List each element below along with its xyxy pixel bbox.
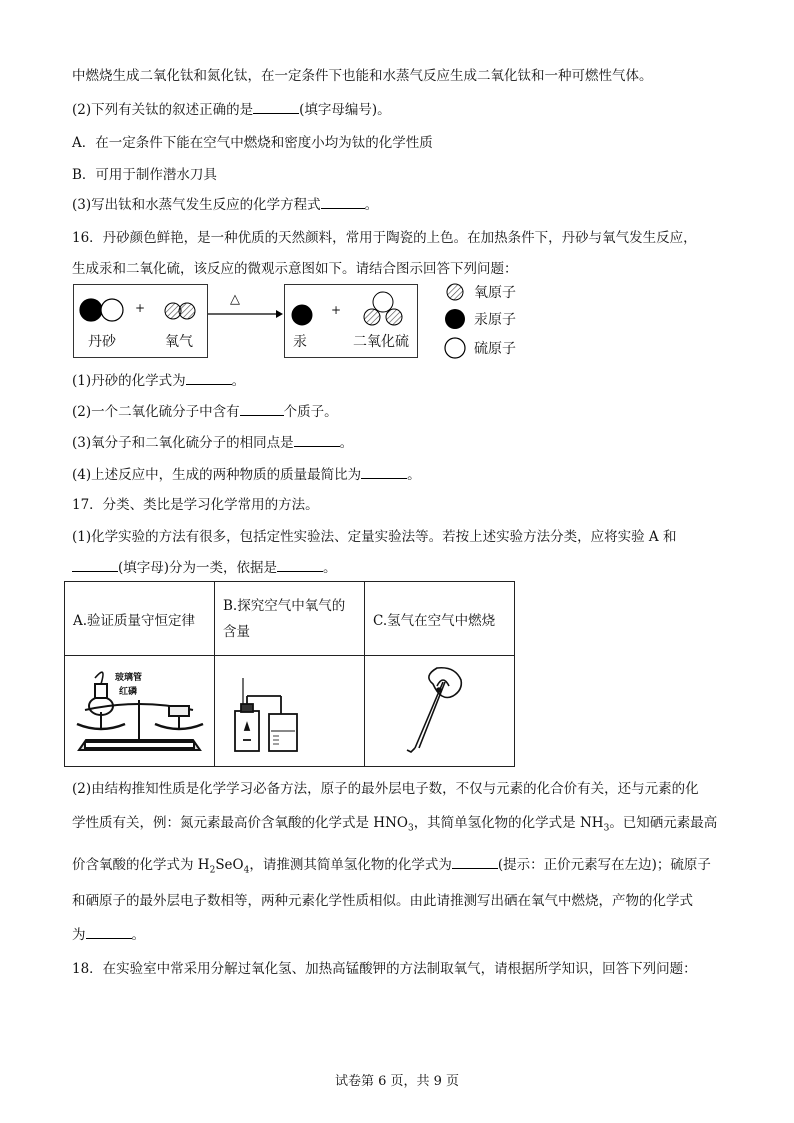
answer-blank[interactable] [277,557,323,572]
answer-blank[interactable] [452,854,498,869]
answer-blank[interactable] [72,557,118,572]
question-16-2: (2)一个二氧化硫分子中含有 个质子。 [72,400,338,420]
question-17: 17．分类、类比是学习化学常用的方法。 [72,497,319,513]
plus-sign: + [135,301,146,315]
table-image-b [215,656,365,767]
reactant-label-oxygen: 氧气 [165,334,193,350]
experiment-table [64,581,515,767]
question-16-cont: 生成汞和二氧化硫，该反应的微观示意图如下。请结合图示回答下列问题： [72,261,518,277]
legend-oxygen: 氧原子 [444,281,516,303]
question-17-1: (1)化学实验的方法有很多，包括定性实验法、定量实验法等。若按上述实验方法分类，应将实验 A 和 [72,529,677,545]
legend-mercury: 汞原子 [444,308,516,330]
question-16: 16．丹砂颜色鲜艳，是一种优质的天然颜料，常用于陶瓷的上色。在加热条件下，丹砂与氧气发生反应， [72,230,697,246]
hydrogen-burning-apparatus-icon [365,656,514,762]
oxygen-atom-icon [444,281,466,303]
reactant-box [73,284,208,358]
mercury-legend-icon [444,308,466,330]
question-17-1-cont: (填字母)分为一类，依据是 。 [72,556,337,576]
answer-blank[interactable] [294,432,340,447]
question-17-2-cont2: 价含氧酸的化学式为 $H_2SeO_4$，请推测其简单氢化物的化学式为 (提示：正价元素写在左边)；硫原子 [72,853,711,876]
oxygen-content-apparatus-icon [215,656,364,762]
reaction-arrow-icon [206,308,284,320]
table-header-a: A.验证质量守恒定律 [65,582,215,656]
table-image-a [65,656,215,767]
question-16-1: (1)丹砂的化学式为 。 [72,369,245,389]
option-a: A．在一定条件下能在空气中燃烧和密度小均为钛的化学性质 [72,135,433,151]
answer-blank[interactable] [240,401,284,416]
text-line: 中燃烧生成二氧化钛和氮化钛，在一定条件下也能和水蒸气反应生成二氧化钛和一种可燃性气体。 [72,68,653,84]
product-label-so2: 二氧化硫 [353,334,409,350]
reactant-label-cinnabar: 丹砂 [88,334,116,350]
table-header-c: C.氢气在空气中燃烧 [365,582,515,656]
answer-blank[interactable] [86,924,132,939]
question-18: 18．在实验室中常采用分解过氧化氢、加热高锰酸钾的方法制取氧气，请根据所学知识，回答下列问题： [72,961,697,977]
table-header-b: B.探究空气中氧气的 含量 [215,582,365,656]
sulfur-atom-icon [444,337,466,359]
answer-blank[interactable] [361,464,407,479]
question-17-2-cont: 学性质有关，例：氮元素最高价含氧酸的化学式是 $HNO_3$，其简单氢化物的化学式是 $NH_3$。已知硒元素最高 [72,815,718,834]
product-label-mercury: 汞 [293,334,307,350]
question-2: (2)下列有关钛的叙述正确的是 (填字母编号)。 [72,98,391,118]
answer-blank[interactable] [253,99,299,114]
heat-condition: △ [230,292,240,307]
plus-sign: + [331,303,342,317]
label-red-phosphorus: 红磷 [119,687,138,697]
label-glass-tube: 玻璃管 [115,673,143,683]
answer-blank[interactable] [321,194,365,209]
legend-sulfur: 硫原子 [444,337,516,359]
question-17-2-cont3: 和硒原子的最外层电子数相等，两种元素化学性质相似。由此请推测写出硒在氧气中燃烧，产物的化学式 [72,893,693,909]
product-box [284,284,418,358]
question-3: (3)写出钛和水蒸气发生反应的化学方程式 。 [72,193,378,213]
answer-blank[interactable] [186,370,232,385]
page-footer: 试卷第 6 页，共 9 页 [334,1074,460,1089]
question-16-3: (3)氧分子和二氧化硫分子的相同点是 。 [72,431,353,451]
question-16-4: (4)上述反应中，生成的两种物质的质量最简比为 。 [72,463,421,483]
question-17-2: (2)由结构推知性质是化学学习必备方法，原子的最外层电子数，不仅与元素的化合价有关，还与元素的化 [72,781,699,797]
option-b: B．可用于制作潜水刀具 [72,167,217,183]
table-image-c [365,656,515,767]
question-17-2-cont4: 为 。 [72,923,145,943]
